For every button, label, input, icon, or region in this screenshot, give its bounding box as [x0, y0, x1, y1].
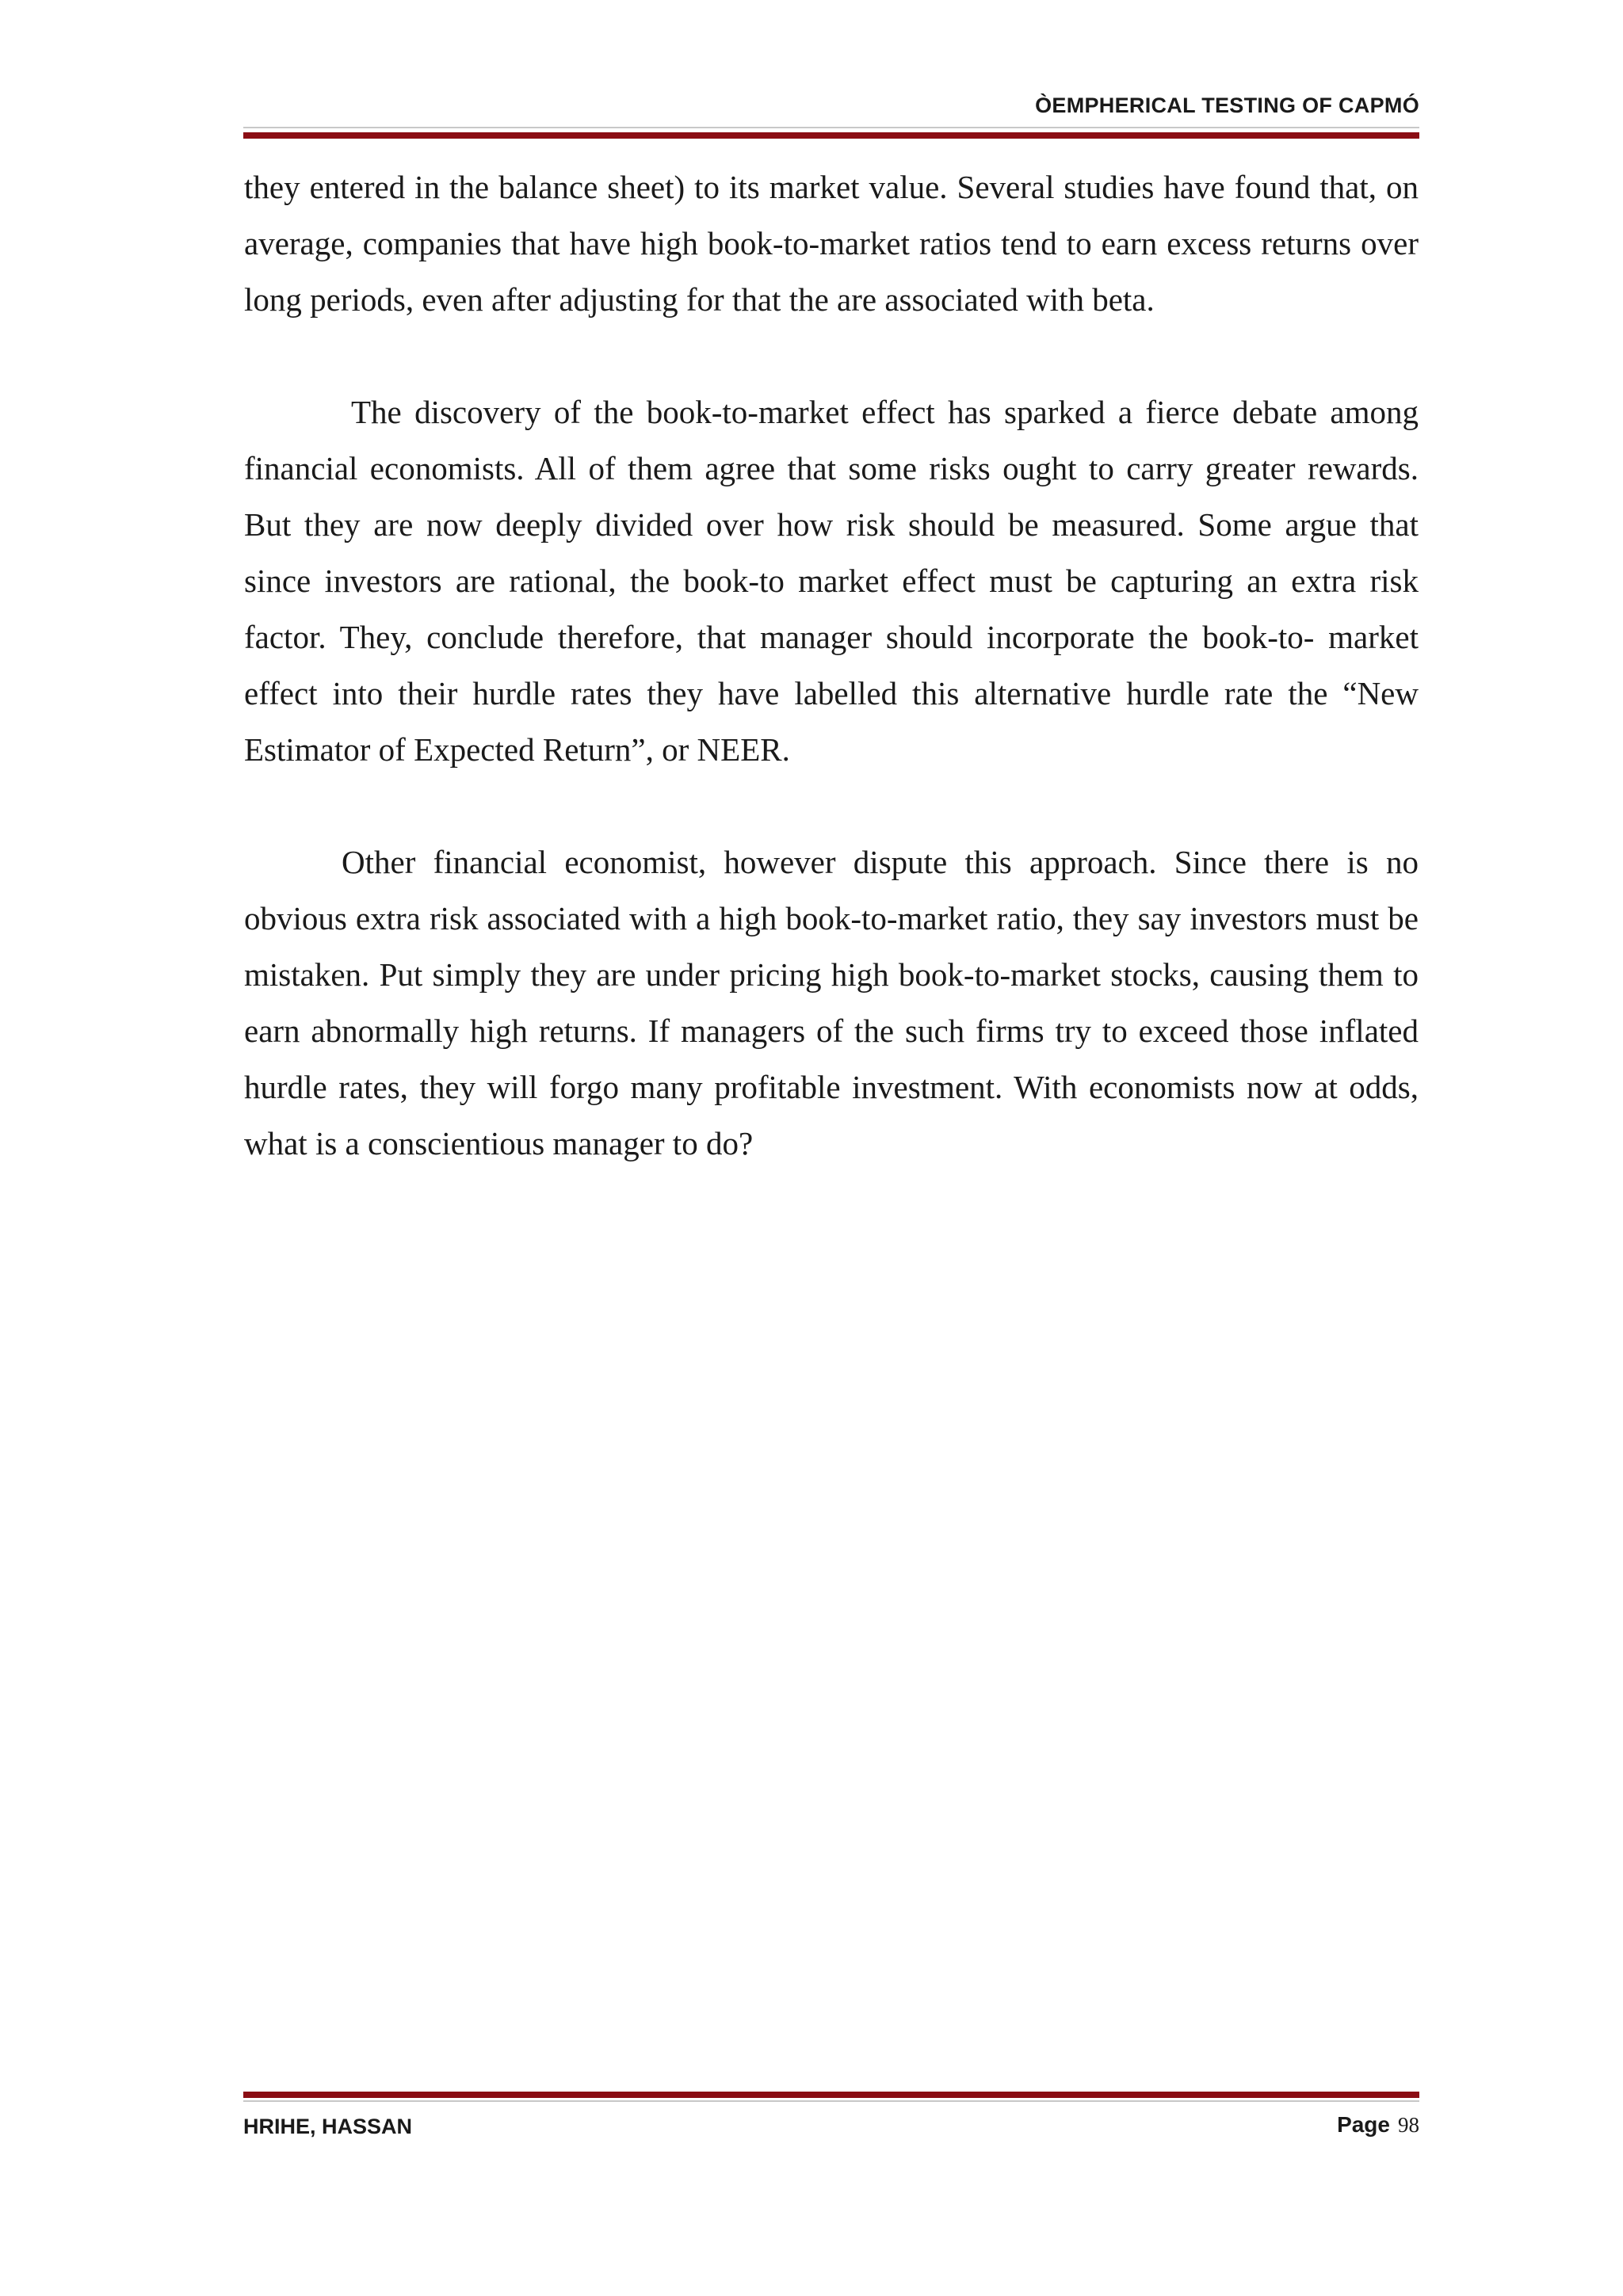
footer-thin-rule: [243, 2100, 1419, 2102]
body-text: [244, 159, 1419, 1228]
footer-thick-rule: [243, 2092, 1419, 2098]
footer-page-label: Page: [1337, 2112, 1390, 2137]
footer-author: HRIHE, HASSAN: [243, 2115, 413, 2138]
header-thin-rule: [243, 127, 1419, 128]
footer-page-number: 98: [1398, 2113, 1419, 2137]
footer-page-info: [1337, 2112, 1419, 2138]
paragraph-2: The discovery of the book-to-market effect has sparked a fierce debate among financial economists. All of them agree that some risks ought to carry greater rewards. But they are now deeply divided over how risk should be measured. Some argue that since investors are rational, the book-to market effect must be capturing an extra risk factor. They, conclude therefore, that manager should incorporate the book-to- market effect into their hurdle rates they have labelled this alternative hurdle rate the “New Estimator of Expected Return”, or NEER.: [244, 394, 1419, 768]
paragraph-3: Other financial economist, however dispute this approach. Since there is no obvious extra risk associated with a high book-to-market ratio, they say investors must be mistaken. Put simply they are under pricing high book-to-market stocks, causing them to earn abnormally high returns. If managers of the such firms try to exceed those inflated hurdle rates, they will forgo many profitable investment. With economists now at odds, what is a conscientious manager to do?: [244, 844, 1419, 1161]
paragraph-1: they entered in the balance sheet) to its market value. Several studies have found that, on average, companies that have high book-to-market ratios tend to earn excess returns over long periods, even after adjusting for that the are associated with beta.: [244, 169, 1419, 318]
running-header-title: ÒEMPHERICAL TESTING OF CAPMÓ: [1035, 93, 1419, 117]
header-thick-rule: [243, 132, 1419, 139]
